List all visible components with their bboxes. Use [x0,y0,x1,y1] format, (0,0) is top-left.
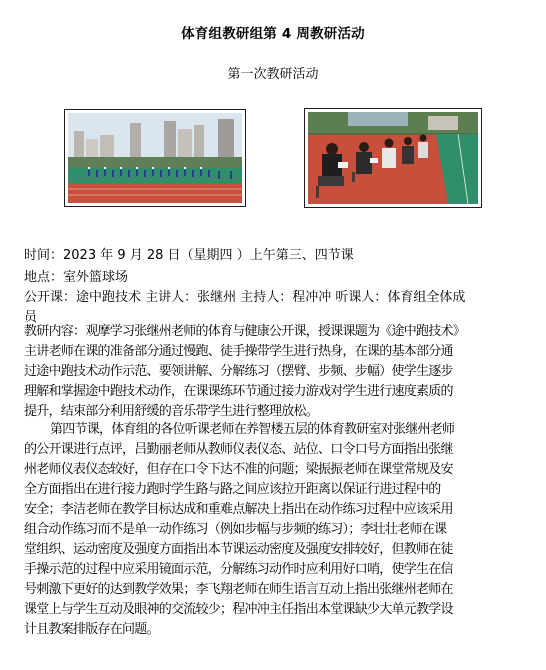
document-title: 体育组教研组第 4 周教研活动 [181,26,365,42]
field-practice-image [68,113,242,203]
lesson-line-1: 公开课：途中跑技术 主讲人：张继州 主持人：程冲冲 听课人：体育组全体成 [24,290,466,305]
discussion-line: 计且教案排版存在问题。 [24,622,159,637]
photo-teachers-observing [304,108,482,208]
lesson-line-2: 员 [24,310,38,325]
discussion-line: 州老师仪表仪态较好，但存在口令下达不准的问题；梁振振老师在课堂常规及安 [24,462,453,477]
discussion-line: 组合动作练习而不是单一动作练习（例如步幅与步频的练习）；李壮壮老师在课 [24,522,447,537]
discussion-line: 课堂上与学生互动及眼神的交流较少；程冲冲主任指出本堂课缺少大单元教学设 [24,602,453,617]
discussion-line: 第四节课，体育组的各位听课老师在养智楼五层的体育教研室对张继州老师 [50,422,455,437]
teachers-observing-image [308,112,478,204]
discussion-paragraph [24,420,530,640]
discussion-line: 的公开课进行点评，吕勤丽老师从教师仪表仪态、站位、口令口号方面指出张继 [24,442,453,457]
activity-details [24,268,530,328]
discussion-line: 安全；李洁老师在教学目标达成和重难点解决上指出在动作练习过程中应该采用 [24,502,453,517]
research-content-paragraph [24,322,530,422]
discussion-line: 号刺激下更好的达到教学效果；李飞翔老师在师生语言互动上指出张继州老师在 [24,582,453,597]
content-line: 教研内容：观摩学习张继州老师的体育与健康公开课，授课课题为《途中跑技术》 [24,324,466,339]
discussion-line: 全方面指出在进行接力跑时学生路与路之间应该拉开距离以保证行进过程中的 [24,482,441,497]
content-line: 理解和掌握途中跑技术动作，在课课练环节通过接力游戏对学生进行速度素质的 [24,384,453,399]
content-line: 主讲老师在课的准备部分通过慢跑、徒手操带学生进行热身，在课的基本部分通 [24,344,453,359]
content-line: 过途中跑技术动作示范、要领讲解、分解练习（摆臂、步频、步幅）使学生逐步 [24,364,453,379]
discussion-line: 手操示范的过程中应采用镜面示范，分解练习动作时应利用好口哨，使学生在信 [24,562,453,577]
location-line: 地点：室外篮球场 [24,270,129,285]
photo-students-practicing [64,109,246,207]
activity-info [24,246,530,266]
content-line: 提升，结束部分利用舒缓的音乐带学生进行整理放松。 [24,404,319,419]
document-subtitle: 第一次教研活动 [227,67,319,82]
time-line: 时间：2023 年 9 月 28 日（星期四 ）上午第三、四节课 [24,248,354,263]
discussion-line: 堂组织、运动密度及强度方面指出本节课运动密度及强度安排较好，但教师在徒 [24,542,453,557]
